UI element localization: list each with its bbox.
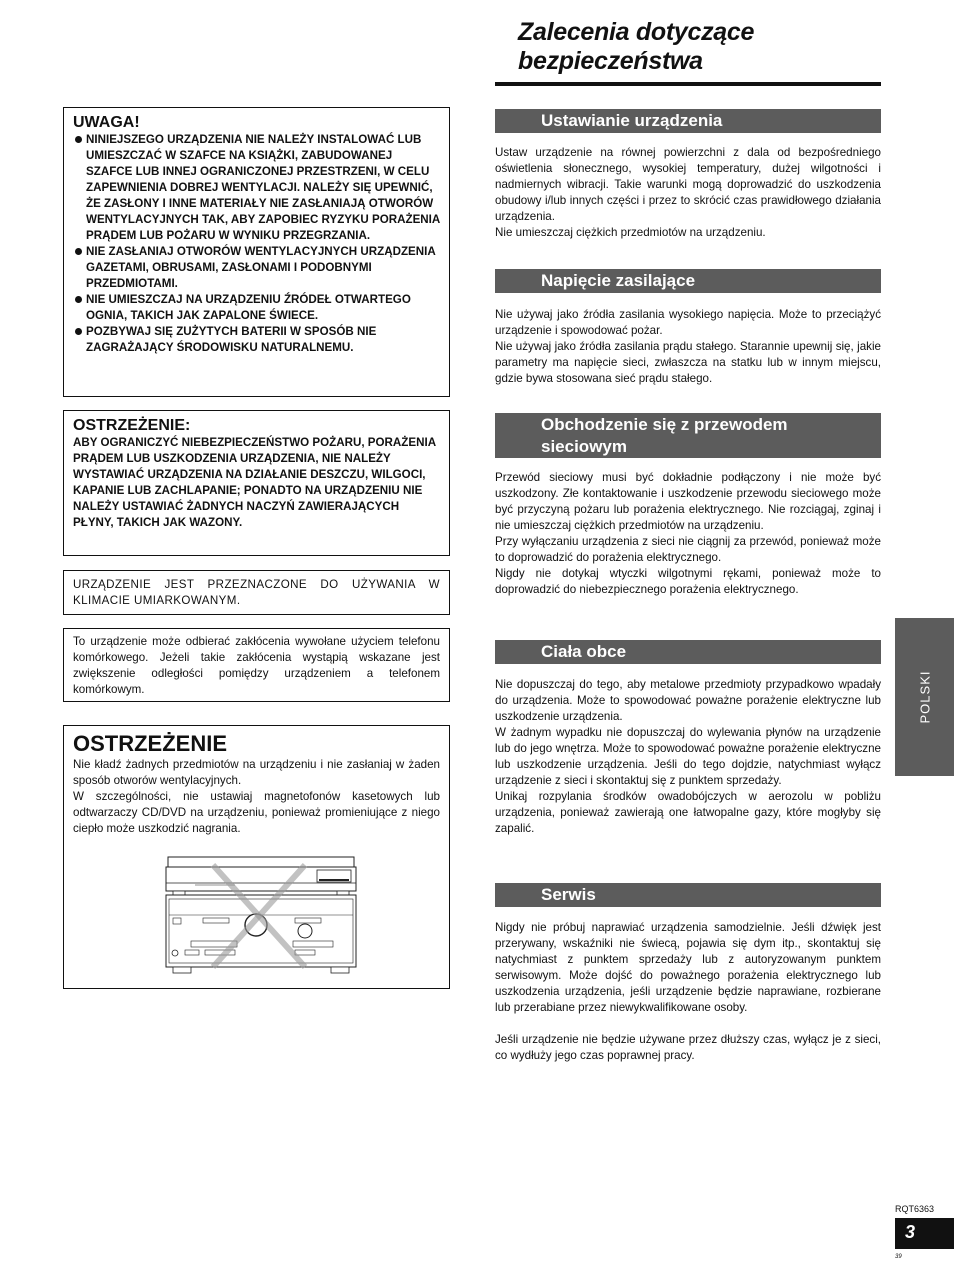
section-paragraph: W żadnym wypadku nie dopuszczaj do wylewania płynów na urządzenie lub do jego wnętrza. Może to spowodować poważne porażenie elektryczne lub uszkodzenie urządzenia. Jeśli do tego dojdzie, natychmiast wyłącz urządzenie z sieci i skontaktuj się z punktem sprzedaży. — [495, 726, 881, 787]
bullet-icon — [75, 328, 82, 335]
phone-text: To urządzenie może odbierać zakłócenia wywołane użyciem telefonu komórkowego. Jeżeli takie zakłócenia wystąpią wskazane jest zwiększenie odległości pomiędzy urządzeniem a telefonem komórkowym. — [73, 635, 440, 696]
ostrzezenie-big-box — [63, 725, 450, 989]
list-item — [73, 292, 440, 324]
section-paragraph: Nigdy nie dotykaj wtyczki wilgotnymi rękami, ponieważ może to doprowadzić do niebezpiecznego porażenia elektrycznego. — [495, 567, 881, 596]
uwaga-list — [73, 132, 440, 356]
section-header-serwis: Serwis — [495, 883, 881, 907]
uwaga-box — [63, 107, 450, 397]
list-item-text: NIE UMIESZCZAJ NA URZĄDZENIU ŹRÓDEŁ OTWARTEGO OGNIA, TAKICH JAK ZAPALONE ŚWIECE. — [86, 293, 411, 322]
section-paragraph: Ustaw urządzenie na równej powierzchni z dala od bezpośredniego oświetlenia słonecznego, wysokiej temperatury, dużej wilgotności i nadmiernych wibracji. Takie warunki mogą doprowadzić do uszkodzenia obudowy i/lub innych części i przez to skrócić czas prawidłowego działania urządzenia. — [495, 146, 881, 223]
list-item-text: NIE ZASŁANIAJ OTWORÓW WENTYLACYJNYCH URZĄDZENIA GAZETAMI, OBRUSAMI, ZASŁONAMI I PODOBNYMI PRZEDMIOTAMI. — [86, 245, 436, 290]
list-item-text: NINIEJSZEGO URZĄDZENIA NIE NALEŻY INSTALOWAĆ LUB UMIESZCZAĆ W SZAFCE NA KSIĄŻKI, ZABUDOWANEJ SZAFCE LUB INNEJ OGRANICZONEJ PRZESTRZENI, W CELU ZAPEWNIENIA DOBREJ WENTYLACJI. NALEŻY SIĘ UPEWNIĆ, ŻE ZASŁONY I INNE MATERIAŁY NIE ZASŁANIAJĄ OTWORÓW WENTYLACYJNYCH TAK, ABY ZAPOBIEC RYZYKU PORAŻENIA PRĄDEM LUB POŻARU W WYNIKU PRZEGRZANIA. — [86, 133, 440, 242]
ostrzezenie-big-heading: OSTRZEŻENIE — [73, 731, 228, 756]
document-code: RQT6363 — [895, 1204, 935, 1214]
climate-box — [63, 570, 450, 615]
section-paragraph: Unikaj rozpylania środków owadobójczych w aerozolu w pobliżu urządzenia, ponieważ zawierają one łatwopalne gazy, które mogłyby się zapalić. — [495, 790, 881, 835]
list-item-text: POZBYWAJ SIĘ ZUŻYTYCH BATERII W SPOSÓB NIE ZAGRAŻAJĄCY ŚRODOWISKU NATURALNEMU. — [86, 325, 377, 354]
language-tab — [895, 618, 954, 776]
list-item — [73, 244, 440, 292]
page-title: Zalecenia dotyczące bezpieczeństwa — [518, 18, 755, 75]
section-paragraph: Jeśli urządzenie nie będzie używane przez dłuższy czas, wyłącz je z sieci, co wydłuży jego czas poprawnej pracy. — [495, 1033, 881, 1062]
phone-box — [63, 628, 450, 702]
uwaga-heading: UWAGA! — [73, 114, 140, 131]
section-body-przewod — [495, 470, 881, 598]
section-header-napiecie: Napięcie zasilające — [495, 269, 881, 293]
section-paragraph: Przewód sieciowy musi być dokładnie podłączony i nie może być uszkodzony. Złe kontaktowanie i uszkodzenie przewodu sieciowego może być przyczyną pożaru lub porażenia elektrycznego. Nie rozciągaj, zginaj i nie umieszczaj ciężkich przedmiotów na urządzeniu. — [495, 471, 881, 532]
section-body-ustawianie — [495, 145, 881, 241]
page-number-box — [895, 1218, 954, 1249]
ostrzezenie-box — [63, 410, 450, 556]
title-rule — [495, 82, 881, 86]
ostrzezenie-heading: OSTRZEŻENIE: — [73, 417, 191, 434]
ostrzezenie-paragraph: Nie kładź żadnych przedmiotów na urządzeniu i nie zasłaniaj w żaden sposób otworów wentylacyjnych. — [73, 758, 440, 787]
section-paragraph: Nigdy nie próbuj naprawiać urządzenia samodzielnie. Jeśli dźwięk jest przerywany, wskaźniki nie świecą, pojawia się dym itp., skontaktuj się natychmiast z punktem sprzedaży lub z autoryzowanym punktem serwisowym. Może dojść do poważnego porażenia elektrycznego lub uszkodzenia urządzenia, jeśli urządzenie będzie naprawiane, rozbierane lub przerabiane przez niewykwalifikowane osoby. — [495, 921, 881, 1014]
page-number: 3 — [905, 1222, 916, 1242]
section-body-serwis — [495, 920, 881, 1064]
list-item — [73, 132, 440, 244]
section-paragraph: Nie umieszczaj ciężkich przedmiotów na urządzeniu. — [495, 226, 766, 239]
section-header-ustawianie: Ustawianie urządzenia — [495, 109, 881, 133]
ostrzezenie-text: ABY OGRANICZYĆ NIEBEZPIECZEŃSTWO POŻARU, PORAŻENIA PRĄDEM LUB USZKODZENIA URZĄDZENIA, NIE NALEŻY WYSTAWIAĆ URZĄDZENIA NA DZIAŁANIE DESZCZU, WILGOCI, KAPANIE LUB ZACHLAPANIE; PONADTO NA URZĄDZENIU NIE NALEŻY USTAWIAĆ ŻADNYCH NACZYŃ ZAWIERAJĄCYCH PŁYNY, TAKICH JAK WAZONY. — [73, 436, 436, 529]
section-paragraph: Nie używaj jako źródła zasilania wysokiego napięcia. Może to przeciążyć urządzenie i spowodować pożar. — [495, 308, 881, 337]
bullet-icon — [75, 248, 82, 255]
section-body-ciala-obce — [495, 677, 881, 837]
climate-text: URZĄDZENIE JEST PRZEZNACZONE DO UŻYWANIA W KLIMACIE UMIARKOWANYM. — [73, 578, 440, 607]
section-body-napiecie — [495, 307, 881, 387]
bullet-icon — [75, 136, 82, 143]
ostrzezenie-paragraph: W szczególności, nie ustawiaj magnetofonów kasetowych lub odtwarzaczy CD/DVD na urządzeniu, ponieważ promieniujące z niego ciepło może uszkodzić nagrania. — [73, 790, 440, 835]
small-number: 39 — [895, 1254, 902, 1260]
section-paragraph: Nie dopuszczaj do tego, aby metalowe przedmioty przypadkowo wpadały do urządzenia. Może to spowodować poważne porażenie elektryczne lub uszkodzenie urządzenia. — [495, 678, 881, 723]
language-tab-label: POLSKI — [917, 670, 932, 724]
list-item — [73, 324, 440, 356]
section-paragraph: Nie używaj jako źródła zasilania prądu stałego. Starannie upewnij się, jakie parametry ma napięcie sieci, zwłaszcza na statku lub w innym miejscu, gdzie bywa stosowana sieć prądu stałego. — [495, 340, 881, 385]
section-header-ciala-obce: Ciała obce — [495, 640, 881, 664]
bullet-icon — [75, 296, 82, 303]
section-paragraph: Przy wyłączaniu urządzenia z sieci nie ciągnij za przewód, ponieważ może to doprowadzić do porażenia elektrycznego. — [495, 535, 881, 564]
amplifier-illustration — [165, 855, 357, 977]
section-header-przewod: Obchodzenie się z przewodem sieciowym — [495, 413, 881, 458]
